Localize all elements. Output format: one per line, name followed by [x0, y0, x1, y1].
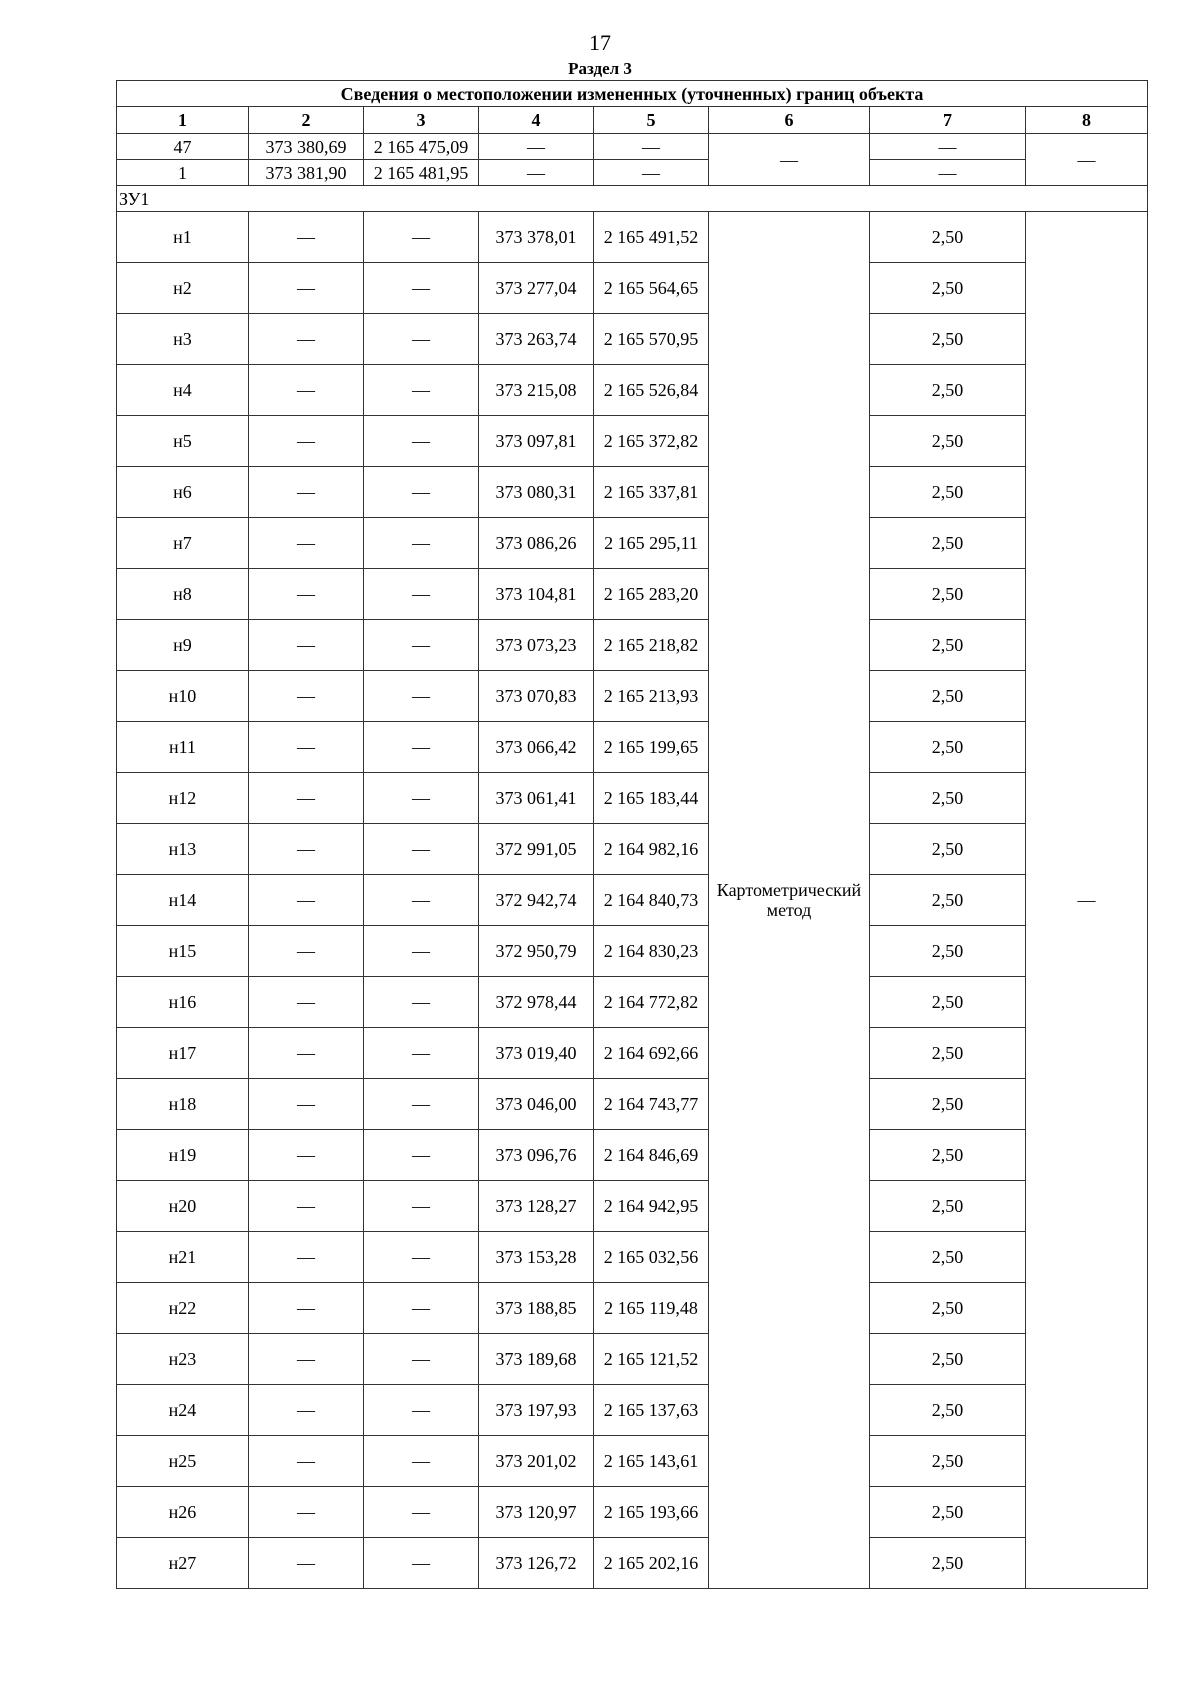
description-cell: — — [1026, 212, 1148, 1589]
new-y-coordinate: 2 164 846,69 — [594, 1130, 709, 1181]
new-y-coordinate: 2 165 202,16 — [594, 1538, 709, 1589]
old-y-coordinate: — — [364, 569, 479, 620]
table-row — [117, 365, 1148, 416]
column-number: 1 — [117, 107, 249, 134]
old-y-coordinate: — — [364, 416, 479, 467]
table-row — [117, 1079, 1148, 1130]
old-y-coordinate: — — [364, 1334, 479, 1385]
accuracy-value: 2,50 — [870, 1334, 1026, 1385]
table-row — [117, 263, 1148, 314]
point-name: н26 — [117, 1487, 249, 1538]
old-x-coordinate: — — [249, 569, 364, 620]
new-y-coordinate: 2 164 840,73 — [594, 875, 709, 926]
old-x-coordinate: — — [249, 314, 364, 365]
old-x-coordinate: — — [249, 1232, 364, 1283]
table-row — [117, 773, 1148, 824]
old-y-coordinate: — — [364, 1028, 479, 1079]
table-row — [117, 824, 1148, 875]
point-name: н9 — [117, 620, 249, 671]
point-name: н1 — [117, 212, 249, 263]
old-y-coordinate: — — [364, 1181, 479, 1232]
table-caption-row — [117, 81, 1148, 107]
new-x-coordinate: 373 126,72 — [479, 1538, 594, 1589]
column-number: 3 — [364, 107, 479, 134]
old-x-coordinate: — — [249, 416, 364, 467]
point-name: н11 — [117, 722, 249, 773]
new-x-coordinate: 373 097,81 — [479, 416, 594, 467]
accuracy-value: 2,50 — [870, 1181, 1026, 1232]
old-y-coordinate: — — [364, 1130, 479, 1181]
point-name: н4 — [117, 365, 249, 416]
old-x-coordinate: — — [249, 1436, 364, 1487]
new-x-coordinate: 372 942,74 — [479, 875, 594, 926]
table-row — [117, 1181, 1148, 1232]
old-y-coordinate: — — [364, 518, 479, 569]
old-x-coordinate: — — [249, 212, 364, 263]
point-name: н7 — [117, 518, 249, 569]
table-row — [117, 160, 1148, 186]
new-y-coordinate: 2 165 372,82 — [594, 416, 709, 467]
zone-row — [117, 186, 1148, 212]
new-y-coordinate: 2 165 283,20 — [594, 569, 709, 620]
table-row — [117, 1385, 1148, 1436]
table-row — [117, 1130, 1148, 1181]
new-x-coordinate: 373 263,74 — [479, 314, 594, 365]
table-row — [117, 722, 1148, 773]
column-number: 6 — [709, 107, 870, 134]
new-x-coordinate: 373 188,85 — [479, 1283, 594, 1334]
point-name: н13 — [117, 824, 249, 875]
column-number: 5 — [594, 107, 709, 134]
new-y-coordinate: 2 165 570,95 — [594, 314, 709, 365]
new-x-coordinate: 373 197,93 — [479, 1385, 594, 1436]
point-name: н6 — [117, 467, 249, 518]
new-y-coordinate: 2 164 982,16 — [594, 824, 709, 875]
table-row — [117, 1538, 1148, 1589]
point-name: 1 — [117, 160, 249, 186]
old-y-coordinate: — — [364, 365, 479, 416]
new-x-coordinate: — — [479, 160, 594, 186]
new-x-coordinate: 373 086,26 — [479, 518, 594, 569]
accuracy-value: 2,50 — [870, 620, 1026, 671]
new-y-coordinate: 2 165 337,81 — [594, 467, 709, 518]
point-name: н19 — [117, 1130, 249, 1181]
table-row — [117, 875, 1148, 926]
new-x-coordinate: 373 080,31 — [479, 467, 594, 518]
old-y-coordinate: — — [364, 977, 479, 1028]
old-x-coordinate: — — [249, 1334, 364, 1385]
point-name: н18 — [117, 1079, 249, 1130]
point-name: н2 — [117, 263, 249, 314]
new-y-coordinate: 2 165 119,48 — [594, 1283, 709, 1334]
table-row — [117, 467, 1148, 518]
new-x-coordinate: 373 104,81 — [479, 569, 594, 620]
table-row — [117, 569, 1148, 620]
old-x-coordinate: — — [249, 1487, 364, 1538]
old-x-coordinate: — — [249, 977, 364, 1028]
old-y-coordinate: — — [364, 212, 479, 263]
accuracy-value: 2,50 — [870, 416, 1026, 467]
accuracy-value: 2,50 — [870, 1487, 1026, 1538]
new-x-coordinate: 373 128,27 — [479, 1181, 594, 1232]
accuracy-value: 2,50 — [870, 212, 1026, 263]
old-y-coordinate: 2 165 475,09 — [364, 134, 479, 160]
table-row — [117, 671, 1148, 722]
old-y-coordinate: — — [364, 1436, 479, 1487]
old-y-coordinate: 2 165 481,95 — [364, 160, 479, 186]
accuracy-value: 2,50 — [870, 314, 1026, 365]
new-y-coordinate: — — [594, 160, 709, 186]
point-name: н27 — [117, 1538, 249, 1589]
new-y-coordinate: 2 165 213,93 — [594, 671, 709, 722]
old-y-coordinate: — — [364, 824, 479, 875]
accuracy-value: 2,50 — [870, 977, 1026, 1028]
old-x-coordinate: — — [249, 824, 364, 875]
accuracy-value: 2,50 — [870, 1130, 1026, 1181]
new-x-coordinate: 373 153,28 — [479, 1232, 594, 1283]
accuracy-value: 2,50 — [870, 467, 1026, 518]
accuracy-value: 2,50 — [870, 671, 1026, 722]
accuracy-value: 2,50 — [870, 569, 1026, 620]
accuracy-value: 2,50 — [870, 722, 1026, 773]
table-row — [117, 620, 1148, 671]
accuracy-value: 2,50 — [870, 1436, 1026, 1487]
new-x-coordinate: 373 189,68 — [479, 1334, 594, 1385]
column-number-row — [117, 107, 1148, 134]
accuracy-value: 2,50 — [870, 875, 1026, 926]
old-x-coordinate: — — [249, 1028, 364, 1079]
old-y-coordinate: — — [364, 314, 479, 365]
new-x-coordinate: 373 019,40 — [479, 1028, 594, 1079]
description-cell: — — [1026, 134, 1148, 186]
new-y-coordinate: — — [594, 134, 709, 160]
new-y-coordinate: 2 165 193,66 — [594, 1487, 709, 1538]
point-name: н14 — [117, 875, 249, 926]
old-x-coordinate: — — [249, 1181, 364, 1232]
accuracy-value: 2,50 — [870, 1232, 1026, 1283]
old-y-coordinate: — — [364, 926, 479, 977]
page-number: 17 — [589, 30, 611, 55]
old-y-coordinate: — — [364, 1079, 479, 1130]
table-row — [117, 926, 1148, 977]
accuracy-value: 2,50 — [870, 773, 1026, 824]
table-row — [117, 1283, 1148, 1334]
table-row — [117, 134, 1148, 160]
new-y-coordinate: 2 165 183,44 — [594, 773, 709, 824]
point-name: 47 — [117, 134, 249, 160]
method-cell: Картометрический метод — [709, 212, 870, 1589]
old-x-coordinate: — — [249, 620, 364, 671]
old-x-coordinate: — — [249, 722, 364, 773]
old-x-coordinate: — — [249, 671, 364, 722]
old-x-coordinate: — — [249, 263, 364, 314]
point-name: н17 — [117, 1028, 249, 1079]
accuracy-value: 2,50 — [870, 1538, 1026, 1589]
old-y-coordinate: — — [364, 263, 479, 314]
accuracy-value: — — [870, 134, 1026, 160]
table-row — [117, 1334, 1148, 1385]
table-row — [117, 1028, 1148, 1079]
new-y-coordinate: 2 164 942,95 — [594, 1181, 709, 1232]
column-number: 8 — [1026, 107, 1148, 134]
old-x-coordinate: 373 381,90 — [249, 160, 364, 186]
new-y-coordinate: 2 165 137,63 — [594, 1385, 709, 1436]
column-number: 7 — [870, 107, 1026, 134]
old-y-coordinate: — — [364, 1487, 479, 1538]
accuracy-value: 2,50 — [870, 1079, 1026, 1130]
accuracy-value: 2,50 — [870, 1028, 1026, 1079]
new-y-coordinate: 2 164 743,77 — [594, 1079, 709, 1130]
point-name: н15 — [117, 926, 249, 977]
old-y-coordinate: — — [364, 722, 479, 773]
old-y-coordinate: — — [364, 620, 479, 671]
old-x-coordinate: — — [249, 1130, 364, 1181]
accuracy-value: — — [870, 160, 1026, 186]
new-x-coordinate: 373 215,08 — [479, 365, 594, 416]
point-name: н25 — [117, 1436, 249, 1487]
old-y-coordinate: — — [364, 1385, 479, 1436]
table-row — [117, 518, 1148, 569]
old-x-coordinate: 373 380,69 — [249, 134, 364, 160]
old-y-coordinate: — — [364, 773, 479, 824]
accuracy-value: 2,50 — [870, 365, 1026, 416]
table-row — [117, 314, 1148, 365]
table-row — [117, 1436, 1148, 1487]
column-number: 4 — [479, 107, 594, 134]
new-x-coordinate: 373 120,97 — [479, 1487, 594, 1538]
old-x-coordinate: — — [249, 1385, 364, 1436]
old-y-coordinate: — — [364, 671, 479, 722]
new-x-coordinate: 372 991,05 — [479, 824, 594, 875]
accuracy-value: 2,50 — [870, 518, 1026, 569]
new-x-coordinate: 372 978,44 — [479, 977, 594, 1028]
zone-label: ЗУ1 — [117, 186, 1148, 212]
old-x-coordinate: — — [249, 926, 364, 977]
new-y-coordinate: 2 165 526,84 — [594, 365, 709, 416]
new-x-coordinate: 373 070,83 — [479, 671, 594, 722]
point-name: н21 — [117, 1232, 249, 1283]
point-name: н12 — [117, 773, 249, 824]
old-y-coordinate: — — [364, 467, 479, 518]
table-caption: Сведения о местоположении измененных (уточненных) границ объекта — [117, 81, 1148, 107]
table-row — [117, 1487, 1148, 1538]
accuracy-value: 2,50 — [870, 1283, 1026, 1334]
old-y-coordinate: — — [364, 1283, 479, 1334]
new-y-coordinate: 2 165 218,82 — [594, 620, 709, 671]
old-x-coordinate: — — [249, 365, 364, 416]
old-y-coordinate: — — [364, 1232, 479, 1283]
new-y-coordinate: 2 164 692,66 — [594, 1028, 709, 1079]
point-name: н20 — [117, 1181, 249, 1232]
boundary-coordinates-table — [116, 80, 1148, 1589]
point-name: н22 — [117, 1283, 249, 1334]
new-y-coordinate: 2 165 032,56 — [594, 1232, 709, 1283]
new-x-coordinate: — — [479, 134, 594, 160]
new-x-coordinate: 373 378,01 — [479, 212, 594, 263]
point-name: н24 — [117, 1385, 249, 1436]
new-y-coordinate: 2 164 772,82 — [594, 977, 709, 1028]
accuracy-value: 2,50 — [870, 263, 1026, 314]
table-row — [117, 212, 1148, 263]
old-x-coordinate: — — [249, 875, 364, 926]
point-name: н8 — [117, 569, 249, 620]
column-number: 2 — [249, 107, 364, 134]
point-name: н23 — [117, 1334, 249, 1385]
old-x-coordinate: — — [249, 518, 364, 569]
new-x-coordinate: 373 046,00 — [479, 1079, 594, 1130]
accuracy-value: 2,50 — [870, 926, 1026, 977]
table-row — [117, 416, 1148, 467]
new-x-coordinate: 373 277,04 — [479, 263, 594, 314]
new-x-coordinate: 373 073,23 — [479, 620, 594, 671]
new-x-coordinate: 373 066,42 — [479, 722, 594, 773]
new-x-coordinate: 373 201,02 — [479, 1436, 594, 1487]
section-title: Раздел 3 — [568, 59, 632, 78]
new-y-coordinate: 2 165 199,65 — [594, 722, 709, 773]
point-name: н3 — [117, 314, 249, 365]
new-y-coordinate: 2 165 143,61 — [594, 1436, 709, 1487]
accuracy-value: 2,50 — [870, 824, 1026, 875]
old-x-coordinate: — — [249, 1538, 364, 1589]
new-x-coordinate: 372 950,79 — [479, 926, 594, 977]
old-x-coordinate: — — [249, 1283, 364, 1334]
point-name: н10 — [117, 671, 249, 722]
new-x-coordinate: 373 096,76 — [479, 1130, 594, 1181]
method-cell: — — [709, 134, 870, 186]
accuracy-value: 2,50 — [870, 1385, 1026, 1436]
new-y-coordinate: 2 165 564,65 — [594, 263, 709, 314]
table-row — [117, 1232, 1148, 1283]
point-name: н5 — [117, 416, 249, 467]
table-row — [117, 977, 1148, 1028]
new-y-coordinate: 2 165 491,52 — [594, 212, 709, 263]
old-x-coordinate: — — [249, 467, 364, 518]
new-x-coordinate: 373 061,41 — [479, 773, 594, 824]
old-x-coordinate: — — [249, 1079, 364, 1130]
old-y-coordinate: — — [364, 1538, 479, 1589]
old-x-coordinate: — — [249, 773, 364, 824]
new-y-coordinate: 2 165 121,52 — [594, 1334, 709, 1385]
new-y-coordinate: 2 164 830,23 — [594, 926, 709, 977]
old-y-coordinate: — — [364, 875, 479, 926]
new-y-coordinate: 2 165 295,11 — [594, 518, 709, 569]
point-name: н16 — [117, 977, 249, 1028]
